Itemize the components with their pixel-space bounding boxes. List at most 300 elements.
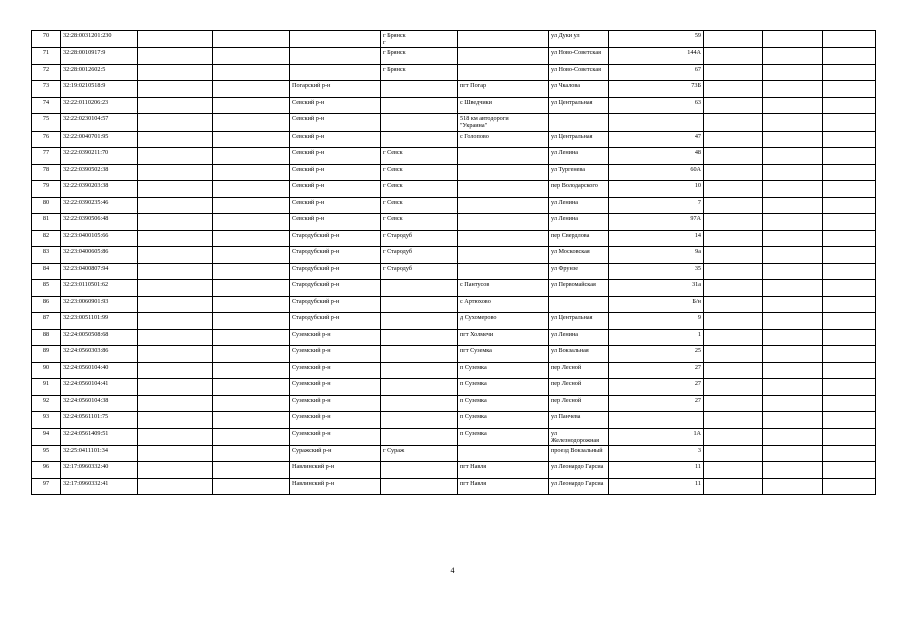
empty-cell [763,230,823,247]
cadastral-number-cell: 32:23:0051101:99 [61,313,138,330]
table-row [32,214,876,231]
street-cell: ул Леонардо Гарсиа [549,462,609,479]
empty-cell [704,230,763,247]
empty-cell [763,478,823,495]
empty-cell [213,31,290,48]
empty-cell [138,131,213,148]
table-row [32,296,876,313]
house-number-cell [609,412,704,429]
city-cell: г Брянск [381,64,458,81]
district-cell: Севский р-н [290,181,381,198]
cadastral-number-cell: 32:24:0560303:86 [61,346,138,363]
street-cell: проезд Вокзальный [549,445,609,462]
empty-cell [823,362,876,379]
street-cell: ул Панчева [549,412,609,429]
district-cell [290,31,381,48]
city-cell: г Стародуб [381,230,458,247]
table-row [32,230,876,247]
city-cell [381,362,458,379]
empty-cell [138,478,213,495]
house-number-cell: 7 [609,197,704,214]
house-number-cell: 63 [609,97,704,114]
empty-cell [213,313,290,330]
street-cell: ул Леонардо Гарсиа [549,478,609,495]
empty-cell [763,379,823,396]
row-number-cell: 85 [32,280,61,297]
street-cell: ул Вокзальная [549,346,609,363]
district-cell: Суземский р-н [290,379,381,396]
empty-cell [213,164,290,181]
empty-cell [704,296,763,313]
house-number-cell: 144А [609,48,704,65]
house-number-cell: 25 [609,346,704,363]
empty-cell [763,346,823,363]
registry-table-body [32,31,876,495]
empty-cell [763,114,823,131]
settlement-cell: 518 км автодороги "Украина" [458,114,549,131]
empty-cell [138,114,213,131]
district-cell: Погарский р-н [290,81,381,98]
empty-cell [704,81,763,98]
cadastral-number-cell: 32:22:0230104:57 [61,114,138,131]
empty-cell [823,31,876,48]
empty-cell [823,114,876,131]
empty-cell [704,97,763,114]
empty-cell [823,329,876,346]
row-number-cell: 88 [32,329,61,346]
empty-cell [823,313,876,330]
row-number-cell: 78 [32,164,61,181]
row-number-cell: 71 [32,48,61,65]
empty-cell [704,181,763,198]
house-number-cell: 47 [609,131,704,148]
empty-cell [763,428,823,445]
row-number-cell: 84 [32,263,61,280]
table-row [32,280,876,297]
city-cell: г Севск [381,148,458,165]
table-row [32,181,876,198]
empty-cell [763,97,823,114]
city-cell [381,346,458,363]
city-cell [381,280,458,297]
settlement-cell: пгт Навля [458,478,549,495]
district-cell: Стародубский р-н [290,280,381,297]
empty-cell [763,313,823,330]
empty-cell [704,478,763,495]
house-number-cell: 27 [609,362,704,379]
row-number-cell: 91 [32,379,61,396]
cadastral-number-cell: 32:28:0012602:5 [61,64,138,81]
district-cell: Севский р-н [290,114,381,131]
empty-cell [138,379,213,396]
city-cell [381,296,458,313]
empty-cell [213,428,290,445]
cadastral-number-cell: 32:22:0390235:46 [61,197,138,214]
street-cell: ул Ленина [549,214,609,231]
table-row [32,329,876,346]
empty-cell [704,148,763,165]
house-number-cell: 3 [609,445,704,462]
district-cell: Севский р-н [290,214,381,231]
cadastral-number-cell: 32:19:0210518:9 [61,81,138,98]
district-cell: Севский р-н [290,97,381,114]
empty-cell [823,462,876,479]
settlement-cell: п Суземка [458,362,549,379]
settlement-cell: с Голопово [458,131,549,148]
street-cell: пер Лесной [549,395,609,412]
house-number-cell: 11 [609,462,704,479]
empty-cell [823,197,876,214]
empty-cell [763,296,823,313]
house-number-cell: 27 [609,379,704,396]
empty-cell [138,329,213,346]
empty-cell [763,181,823,198]
street-cell: ул Дуки ул [549,31,609,48]
empty-cell [763,247,823,264]
table-row [32,81,876,98]
cadastral-number-cell: 32:22:0110206:23 [61,97,138,114]
street-cell: ул Центральная [549,313,609,330]
settlement-cell [458,148,549,165]
empty-cell [763,197,823,214]
city-cell: г Севск [381,164,458,181]
cadastral-number-cell: 32:24:0560104:40 [61,362,138,379]
empty-cell [704,263,763,280]
district-cell: Севский р-н [290,131,381,148]
empty-cell [763,64,823,81]
house-number-cell: 67 [609,64,704,81]
table-row [32,247,876,264]
empty-cell [823,280,876,297]
empty-cell [823,97,876,114]
table-row [32,31,876,48]
row-number-cell: 94 [32,428,61,445]
house-number-cell: 35 [609,263,704,280]
empty-cell [704,214,763,231]
district-cell: Суземский р-н [290,329,381,346]
empty-cell [138,214,213,231]
empty-cell [823,346,876,363]
street-cell: ул Ново-Советская [549,64,609,81]
row-number-cell: 82 [32,230,61,247]
empty-cell [138,428,213,445]
settlement-cell [458,164,549,181]
house-number-cell: 97А [609,214,704,231]
cadastral-number-cell: 32:28:0010917:9 [61,48,138,65]
table-row [32,395,876,412]
table-row [32,428,876,445]
street-cell: ул Чкалова [549,81,609,98]
street-cell: ул Железнодорожная [549,428,609,445]
empty-cell [704,197,763,214]
empty-cell [213,412,290,429]
empty-cell [704,280,763,297]
empty-cell [704,412,763,429]
city-cell: г Брянск г [381,31,458,48]
empty-cell [138,412,213,429]
table-row [32,114,876,131]
settlement-cell: пгт Холмечи [458,329,549,346]
house-number-cell: 60А [609,164,704,181]
city-cell [381,114,458,131]
settlement-cell: п Суземка [458,428,549,445]
row-number-cell: 80 [32,197,61,214]
settlement-cell [458,31,549,48]
street-cell: пер Володарского [549,181,609,198]
empty-cell [704,164,763,181]
street-cell: ул Центральная [549,131,609,148]
row-number-cell: 70 [32,31,61,48]
settlement-cell: д Сухомерово [458,313,549,330]
city-cell [381,428,458,445]
cadastral-number-cell: 32:23:0060901:93 [61,296,138,313]
empty-cell [213,97,290,114]
house-number-cell: 1 [609,329,704,346]
empty-cell [138,81,213,98]
row-number-cell: 72 [32,64,61,81]
row-number-cell: 93 [32,412,61,429]
table-row [32,64,876,81]
empty-cell [138,181,213,198]
table-row [32,478,876,495]
cadastral-number-cell: 32:24:0560104:41 [61,379,138,396]
district-cell: Суземский р-н [290,346,381,363]
street-cell [549,114,609,131]
empty-cell [213,379,290,396]
table-row [32,412,876,429]
row-number-cell: 83 [32,247,61,264]
district-cell: Севский р-н [290,148,381,165]
row-number-cell: 95 [32,445,61,462]
street-cell: пер Свердлова [549,230,609,247]
district-cell: Стародубский р-н [290,313,381,330]
street-cell [549,296,609,313]
empty-cell [704,329,763,346]
house-number-cell: 48 [609,148,704,165]
empty-cell [823,247,876,264]
empty-cell [213,148,290,165]
street-cell: ул Фрунзе [549,263,609,280]
row-number-cell: 89 [32,346,61,363]
empty-cell [823,412,876,429]
empty-cell [138,48,213,65]
empty-cell [823,395,876,412]
street-cell: ул Первомайская [549,280,609,297]
city-cell [381,131,458,148]
empty-cell [763,81,823,98]
empty-cell [213,445,290,462]
cadastral-number-cell: 32:22:0390203:38 [61,181,138,198]
empty-cell [763,164,823,181]
city-cell: г Севск [381,181,458,198]
row-number-cell: 96 [32,462,61,479]
settlement-cell [458,214,549,231]
table-row [32,346,876,363]
cadastral-number-cell: 32:24:0561409:51 [61,428,138,445]
empty-cell [138,197,213,214]
empty-cell [213,114,290,131]
empty-cell [704,64,763,81]
empty-cell [213,395,290,412]
cadastral-number-cell: 32:23:0400105:66 [61,230,138,247]
empty-cell [213,131,290,148]
empty-cell [763,280,823,297]
city-cell: г Брянск [381,48,458,65]
district-cell: Стародубский р-н [290,247,381,264]
city-cell [381,462,458,479]
city-cell: г Стародуб [381,263,458,280]
empty-cell [823,148,876,165]
empty-cell [704,379,763,396]
table-row [32,462,876,479]
city-cell [381,329,458,346]
page-number: 4 [450,566,455,575]
city-cell [381,313,458,330]
street-cell: ул Ленина [549,197,609,214]
empty-cell [763,31,823,48]
empty-cell [704,131,763,148]
city-cell: г Сураж [381,445,458,462]
row-number-cell: 73 [32,81,61,98]
settlement-cell [458,263,549,280]
city-cell [381,412,458,429]
city-cell [381,379,458,396]
empty-cell [763,214,823,231]
settlement-cell: п Суземка [458,379,549,396]
empty-cell [704,462,763,479]
house-number-cell: 9а [609,247,704,264]
settlement-cell [458,181,549,198]
house-number-cell [609,114,704,131]
settlement-cell: п Суземка [458,412,549,429]
district-cell [290,48,381,65]
settlement-cell: с Пантусов [458,280,549,297]
settlement-cell: пгт Погар [458,81,549,98]
empty-cell [763,462,823,479]
table-row [32,445,876,462]
empty-cell [213,197,290,214]
row-number-cell: 79 [32,181,61,198]
empty-cell [823,263,876,280]
cadastral-number-cell: 32:24:0050508:68 [61,329,138,346]
empty-cell [823,296,876,313]
row-number-cell: 75 [32,114,61,131]
empty-cell [704,445,763,462]
house-number-cell: Б/н [609,296,704,313]
empty-cell [213,81,290,98]
district-cell: Севский р-н [290,164,381,181]
empty-cell [138,64,213,81]
cadastral-number-cell: 32:24:0561101:75 [61,412,138,429]
table-row [32,131,876,148]
row-number-cell: 97 [32,478,61,495]
cadastral-number-cell: 32:22:0390506:48 [61,214,138,231]
empty-cell [704,114,763,131]
empty-cell [704,346,763,363]
empty-cell [763,48,823,65]
district-cell: Суземский р-н [290,412,381,429]
empty-cell [704,31,763,48]
city-cell [381,395,458,412]
cadastral-number-cell: 32:22:0040701:95 [61,131,138,148]
empty-cell [823,164,876,181]
district-cell: Навлинский р-н [290,462,381,479]
empty-cell [213,280,290,297]
table-row [32,148,876,165]
empty-cell [704,247,763,264]
empty-cell [823,428,876,445]
empty-cell [213,362,290,379]
empty-cell [763,445,823,462]
district-cell: Суземский р-н [290,362,381,379]
cadastral-number-cell: 32:25:0411101:34 [61,445,138,462]
empty-cell [763,412,823,429]
empty-cell [213,64,290,81]
empty-cell [138,97,213,114]
street-cell: ул Ново-Советская [549,48,609,65]
empty-cell [823,230,876,247]
row-number-cell: 76 [32,131,61,148]
empty-cell [138,362,213,379]
settlement-cell: с Артюхово [458,296,549,313]
house-number-cell: 10 [609,181,704,198]
table-row [32,313,876,330]
empty-cell [763,329,823,346]
cadastral-number-cell: 32:23:0110501:62 [61,280,138,297]
district-cell: Суражский р-н [290,445,381,462]
street-cell: ул Центральная [549,97,609,114]
house-number-cell: 73Б [609,81,704,98]
street-cell: ул Ленина [549,329,609,346]
empty-cell [763,395,823,412]
empty-cell [213,181,290,198]
empty-cell [213,230,290,247]
city-cell [381,478,458,495]
empty-cell [704,428,763,445]
empty-cell [213,263,290,280]
street-cell: пер Лесной [549,362,609,379]
cadastral-number-cell: 32:23:0400807:94 [61,263,138,280]
table-row [32,379,876,396]
street-cell: ул Ленина [549,148,609,165]
registry-table [31,30,876,495]
empty-cell [138,280,213,297]
district-cell: Стародубский р-н [290,230,381,247]
settlement-cell: п Суземка [458,395,549,412]
house-number-cell: 9 [609,313,704,330]
house-number-cell: 11 [609,478,704,495]
district-cell: Суземский р-н [290,428,381,445]
row-number-cell: 87 [32,313,61,330]
empty-cell [763,131,823,148]
row-number-cell: 74 [32,97,61,114]
table-row [32,197,876,214]
empty-cell [704,362,763,379]
table-row [32,362,876,379]
city-cell: г Стародуб [381,247,458,264]
empty-cell [213,247,290,264]
empty-cell [138,445,213,462]
empty-cell [213,346,290,363]
empty-cell [823,64,876,81]
empty-cell [138,313,213,330]
district-cell: Суземский р-н [290,395,381,412]
empty-cell [704,395,763,412]
settlement-cell: с Шведчики [458,97,549,114]
empty-cell [213,329,290,346]
settlement-cell [458,247,549,264]
empty-cell [763,263,823,280]
